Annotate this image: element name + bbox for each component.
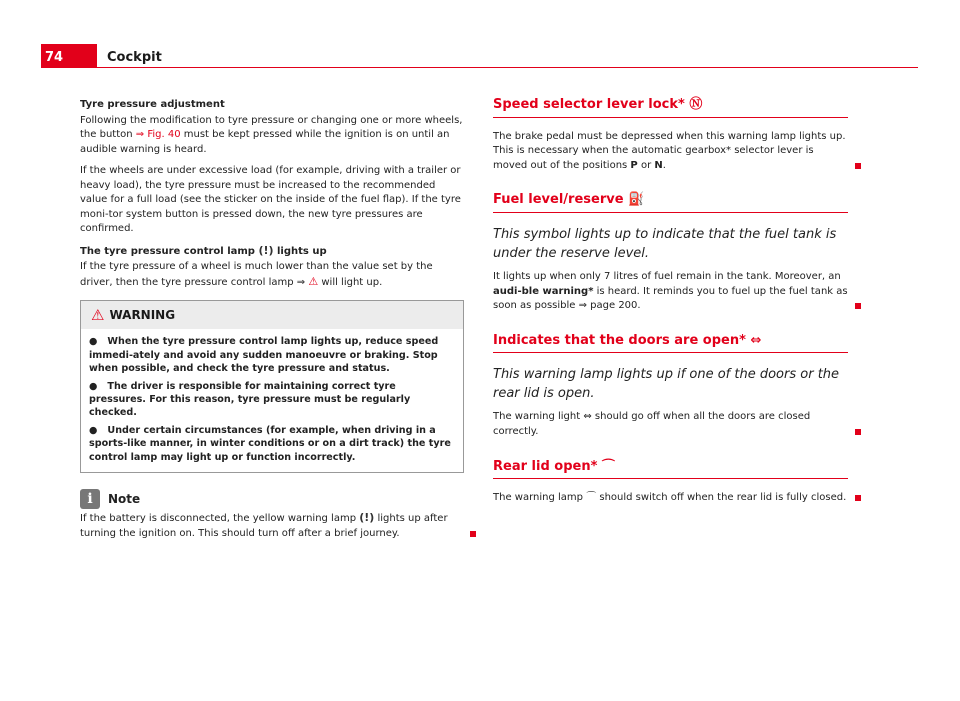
right-column — [493, 98, 849, 526]
rear-lid-title — [493, 460, 848, 480]
info-note-icon: i — [80, 489, 100, 509]
section-end-marker — [855, 495, 861, 501]
rear-lid-icon: ⌒ — [586, 492, 597, 504]
warning-box — [80, 300, 464, 473]
doors-intro: This warning lamp lights up if one of the doors or the rear lid is open. — [493, 367, 840, 402]
header-divider — [97, 67, 918, 68]
fig-40-link[interactable]: ⇒ Fig. 40 — [135, 129, 181, 141]
rear-lid-text-a: The warning lamp — [493, 492, 587, 504]
warning-title: WARNING — [109, 308, 176, 323]
fuel-bold: audi-ble warning* — [493, 285, 594, 297]
warning-item: ● When the tyre pressure control lamp lights up, reduce speed immedi-ately and avoid any sudden manoeuvre or braking. Stop when possible, and check the tyre pressure and status. — [89, 336, 439, 375]
gear-lever-icon: Ⓝ — [689, 97, 703, 112]
rear-lid-section — [493, 460, 849, 506]
fuel-intro: This symbol lights up to indicate that the fuel tank is under the reserve level. — [493, 226, 837, 261]
doors-text-a: The warning light — [493, 411, 584, 423]
section-end-marker — [855, 429, 861, 435]
rear-lid-text-b: should switch off when the rear lid is fully closed. — [596, 492, 847, 504]
speed-selector-title-text: Speed selector lever lock* — [493, 97, 690, 112]
position-n: N — [654, 159, 663, 171]
fuel-pump-icon: ⛽ — [628, 192, 645, 208]
rear-lid-title-text: Rear lid open* — [493, 458, 602, 474]
warning-item-text: Under certain circumstances (for example, when driving in a sports-like manner, in winter conditions or on a dirt track) the tyre control lamp may light up or function incorrectly. — [89, 424, 451, 463]
note-text-b: lights up after turning the ignition on. This should turn off after a brief journey. — [80, 512, 448, 539]
warning-header — [81, 301, 463, 329]
doors-section — [493, 334, 849, 440]
tyre-pressure-icon: (!) — [258, 243, 274, 257]
section-end-marker — [855, 163, 861, 169]
tyre-lamp-heading-text: The tyre pressure control lamp — [80, 245, 259, 257]
position-p: P — [630, 159, 638, 171]
speed-selector-title — [493, 98, 848, 118]
warning-triangle-icon[interactable]: ⚠ — [308, 274, 319, 288]
tpa-text: Following the modification to tyre pressure or changing one or more wheels, the button — [80, 114, 463, 141]
fuel-text — [493, 270, 849, 314]
rear-lid-icon: ⌒ — [601, 458, 615, 474]
warning-triangle-icon: ⚠ — [91, 306, 105, 325]
fuel-section — [493, 193, 849, 313]
doors-title-text: Indicates that the doors are open* — [493, 332, 751, 348]
speed-selector-text — [493, 130, 849, 174]
warning-item: ● The driver is responsible for maintaining correct tyre pressures. For this reason, tyre pressure must be regularly checked. — [89, 380, 411, 419]
note-text — [80, 511, 464, 541]
fuel-text-a: It lights up when only 7 litres of fuel remain in the tank. Moreover, an — [493, 270, 841, 282]
note-header — [80, 487, 464, 511]
tyre-pressure-adjustment-heading: Tyre pressure adjustment — [80, 99, 225, 110]
doors-text-b: should go off when all the doors are closed correctly. — [493, 411, 811, 437]
tyre-lamp-heading — [80, 244, 464, 260]
speed-text-or: or — [637, 159, 655, 171]
tyre-lamp-text: If the tyre pressure of a wheel is much lower than the value set by the driver, then the tyre pressure control lamp ⇒ — [80, 261, 433, 288]
warning-item: ● Under certain circumstances (for example, when driving in a sports-like manner, in winter conditions or on a dirt track) the tyre control lamp may light up or function incorrectly. — [89, 424, 451, 463]
doors-title — [493, 334, 848, 354]
tyre-lamp-text-end: will light up. — [318, 276, 383, 288]
warning-body — [81, 329, 463, 472]
section-end-marker — [470, 531, 476, 537]
doors-text — [493, 410, 849, 439]
warning-item-text: When the tyre pressure control lamp lights up, reduce speed immedi-ately and avoid any sudden manoeuvre or braking. Stop when possible, and check the tyre pressure and status. — [89, 336, 439, 375]
door-open-icon: ⇔ — [750, 332, 762, 348]
page-number: 74 — [41, 44, 97, 68]
fuel-title — [493, 193, 848, 213]
page-header-title: Cockpit — [107, 50, 162, 65]
fuel-text-b: is heard. It reminds you to fuel up the fuel tank as soon as possible ⇒ page 200. — [493, 285, 848, 312]
left-column — [80, 98, 464, 548]
tyre-lamp-heading-end: lights up — [273, 245, 327, 257]
speed-selector-section — [493, 98, 849, 173]
speed-text: The brake pedal must be depressed when this warning lamp lights up. This is necessary when the automatic gearbox* selector lever is moved out of the positions — [493, 130, 846, 171]
tpa-paragraph-2: If the wheels are under excessive load (for example, driving with a trailer or heavy load), the tyre pressure must be increased to the recommended value for a full load (see the sticker on the inside of the fuel flap). If the tyre moni-tor system button is pressed down, the new tyre pressures are confirmed. — [80, 164, 461, 235]
note-text-a: If the battery is disconnected, the yellow warning lamp — [80, 512, 360, 524]
note-title: Note — [108, 491, 141, 506]
tpa-text-end: must be kept pressed while the ignition is on until an audible warning is heard. — [80, 129, 450, 155]
speed-text-end: . — [662, 159, 666, 171]
tyre-pressure-icon: (!) — [359, 510, 375, 524]
fuel-title-text: Fuel level/reserve — [493, 192, 629, 208]
section-end-marker — [855, 303, 861, 309]
rear-lid-text — [493, 491, 849, 506]
tyre-lamp-paragraph — [80, 260, 464, 290]
door-open-icon: ⇔ — [583, 411, 592, 423]
warning-item-text: The driver is responsible for maintaining correct tyre pressures. For this reason, tyre pressure must be regularly checked. — [89, 380, 411, 419]
tpa-paragraph-1 — [80, 114, 464, 158]
